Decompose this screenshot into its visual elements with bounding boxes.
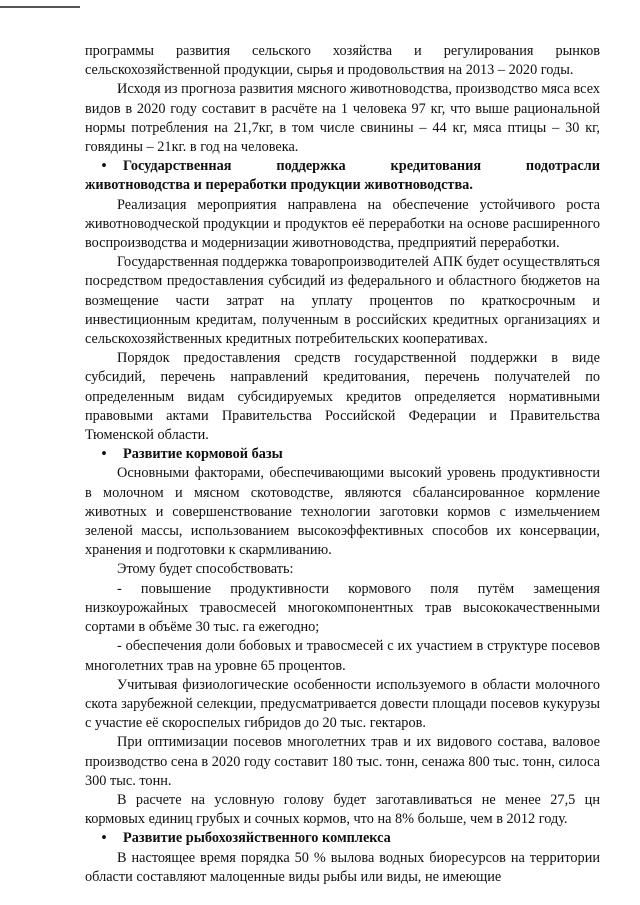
scan-edge-mark <box>0 6 80 8</box>
section-heading-fishery <box>85 829 600 848</box>
heading-line-1: Государственная поддержка кредитования подотрасли <box>123 158 600 175</box>
section-heading-credit-support <box>85 157 600 195</box>
bullet-icon: • <box>101 158 107 175</box>
list-item-legumes: - обеспечения доли бобовых и травосмесей с их участием в структуре посевов многолетних трав на уровне 65 процентов. <box>85 638 600 674</box>
heading-text: Развитие кормовой базы <box>123 446 283 463</box>
paragraph-continuation: программы развития сельского хозяйства и регулирования рынков сельскохозяйственной продукции, сырья и продовольствия на 2013 – 2020 годы. <box>85 43 600 79</box>
document-page <box>85 42 600 887</box>
bullet-icon: • <box>101 830 107 847</box>
heading-line-2: животноводства и переработки продукции животноводства. <box>85 177 473 194</box>
paragraph-feed-units: В расчете на условную голову будет заготавливаться не менее 27,5 цн кормовых единиц грубых и сочных кормов, что на 8% больше, чем в 2012 году. <box>85 791 600 828</box>
paragraph-procedure: Порядок предоставления средств государственной поддержки в виде субсидий, перечень направлений кредитования, перечень получателей по определенным видам субсидируемых кредитов определяется нормативными правовыми актами Правительства Российской Федерации и Правительства Тюменской области. <box>85 350 600 444</box>
section-heading-feed-base <box>85 445 600 464</box>
paragraph-credit-goal: Реализация мероприятия направлена на обеспечение устойчивого роста животноводческой продукции и продуктов её переработки на основе расширенного воспроизводства и модернизации животноводства, предприятий переработки. <box>85 196 600 252</box>
paragraph-will-contribute: Этому будет способствовать: <box>117 561 294 578</box>
paragraph-corn: Учитывая физиологические особенности используемого в области молочного скота зарубежной селекции, предусматривается довести площади посевов кукурузы с участие её скороспелых гибридов до 20 тыс. гектаров. <box>85 676 600 732</box>
paragraph-subsidies: Государственная поддержка товаропроизводителей АПК будет осуществляться посредством предоставления субсидий из федерального и областного бюджетов на возмещение части затрат на уплату процентов по краткосрочным и инвестиционным кредитам, полученным в российских кредитных организациях и сельскохозяйственных кредитных потребительских кооперативах. <box>85 254 600 348</box>
paragraph-meat-forecast: Исходя из прогноза развития мясного животноводства, производство мяса всех видов в 2020 году составит в расчёте на 1 человека 97 кг, что выше рациональной нормы потребления на 21,7кг, в том числе свинины – 44 кг, мяса птицы – 30 кг, говядины – 21кг. в год на человека. <box>85 81 600 156</box>
paragraph-feed-factors: Основными факторами, обеспечивающими высокий уровень продуктивности в молочном и мясном скотоводстве, являются сбалансированное кормление животных и совершенствование технологии заготовки кормов с измельчением зеленой массы, использованием высокоэффективных способов их консервации, хранения и подготовки к скармливанию. <box>85 465 600 559</box>
bullet-icon: • <box>101 446 107 463</box>
paragraph-fishery: В настоящее время порядка 50 % вылова водных биоресурсов на территории области составляют малоценные виды рыбы или виды, не имеющие <box>85 849 600 885</box>
heading-text: Развитие рыбохозяйственного комплекса <box>123 830 391 847</box>
paragraph-hay-production: При оптимизации посевов многолетних трав и их видового состава, валовое производство сена в 2020 году составит 180 тыс. тонн, сенажа 800 тыс. тонн, силоса 300 тыс. тонн. <box>85 734 600 789</box>
list-item-productivity: - повышение продуктивности кормового поля путём замещения низкоурожайных травосмесей многокомпонентных трав высококачественными сортами в объёме 30 тыс. га ежегодно; <box>85 580 600 636</box>
